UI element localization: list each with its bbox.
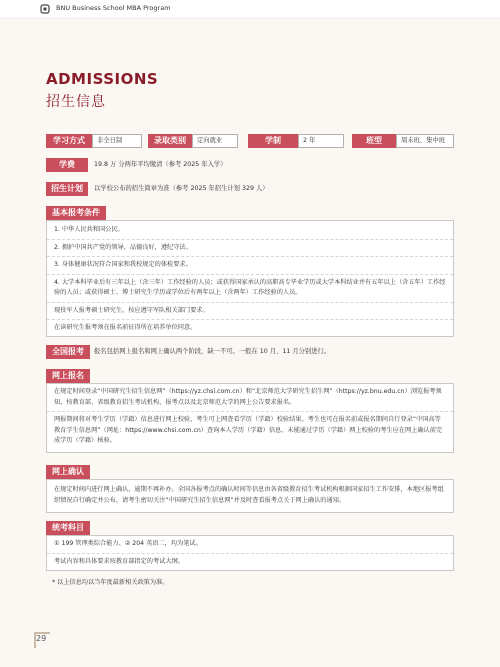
quota-label: 招生计划 — [46, 182, 88, 196]
class-type-label: 班型 — [352, 134, 396, 148]
condition-item: 3. 身体健康状况符合国家和我校规定的体检要求。 — [47, 256, 453, 274]
exam-subjects-panel — [46, 535, 454, 571]
online-confirmation-panel — [46, 479, 454, 513]
page-title-cn: 招生信息 — [46, 94, 106, 110]
condition-item: 4. 大学本科毕业后有三年以上（含三年）工作经验的人员；或获得国家承认的高职高专毕业学历或大学本科结业并有五年以上（含五年）工作经验的人员；或获得硕士、博士研究生学历或学位后有两年以上（含两年）工作经验的人员。 — [47, 274, 453, 302]
duration-label: 学制 — [248, 134, 298, 148]
condition-item: 在读研究生报考须在报名前征得所在培养单位同意。 — [47, 319, 453, 334]
header-bar — [0, 0, 500, 19]
online-registration-paragraph: 在规定时间登录“中国研究生招生信息网”（https://yz.chsi.com.cn）和“北京师范大学研究生招生网”（https://yz.bnu.edu.cn）浏览报考须知，按教育部、省级教育招生考试机构、报考点以及北京师范大学的网上公告要求报名。 — [54, 388, 442, 406]
duration-value: 2 年 — [298, 134, 344, 148]
registration-label: 全国报考 — [46, 345, 90, 359]
exam-subject-item: ① 199 管理类综合能力、② 204 英语二，均为笔试。 — [54, 540, 202, 547]
tuition-value: 19.8 万 分两年平均缴清（参考 2025 年入学） — [94, 161, 227, 168]
registration-value: 报名包括网上报名和网上确认两个阶段，缺一不可。一般在 10 月、11 月分别进行。 — [94, 348, 331, 355]
study-mode-value: 非全日制 — [92, 134, 142, 148]
basic-conditions-panel — [46, 220, 454, 337]
online-registration-panel — [46, 383, 454, 453]
class-type-value: 周末班、集中班 — [396, 134, 454, 148]
online-confirmation-text: 在规定时间内进行网上确认，逾期不再补办。全国各报考点的确认时间等信息由各省级教育招生考试机构根据国家招生工作安排，本地区报考组织情况自行确定并公布，请考生密切关注“中国研究生招生信息网”并及时查看报考点关于网上确认的通知。 — [54, 486, 444, 504]
exam-subjects-heading: 统考科目 — [46, 521, 90, 535]
online-registration-paragraph: 网报期间将对考生学历（学籍）信息进行网上校验，考生可上网查看学历（学籍）校验结果。考生也可在报名前或报名期间自行登录“中国高等教育学生信息网”（网址：https://www.chsi.com.cn）查询本人学历（学籍）信息。未能通过学历（学籍）网上校验的考生应在网上确认前完成学历（学籍）核验。 — [47, 411, 453, 447]
admission-type-label: 录取类别 — [148, 134, 192, 148]
page-number: 29 — [36, 634, 47, 643]
exam-subject-item: 考试内容和具体要求按教育部指定的考试大纲。 — [47, 553, 453, 568]
condition-item: 2. 拥护中国共产党的领导，品德良好，遵纪守法。 — [47, 239, 453, 257]
condition-item: 现役军人报考硕士研究生，按应遵守军队相关部门要求。 — [47, 302, 453, 320]
tuition-label: 学费 — [46, 158, 88, 172]
study-mode-label: 学习方式 — [46, 134, 92, 148]
basic-conditions-heading: 基本报考条件 — [46, 206, 106, 220]
bnu-logo-icon — [40, 4, 50, 14]
online-registration-heading: 网上报名 — [46, 369, 90, 383]
online-confirmation-heading: 网上确认 — [46, 465, 90, 479]
brand-name: BNU Business School MBA Program — [56, 4, 171, 12]
admission-type-value: 定向就业 — [192, 134, 238, 148]
quota-value: 以学校公布的招生简章为准（参考 2025 年招生计划 329 人） — [94, 185, 269, 192]
page-title-en: ADMISSIONS — [46, 70, 159, 88]
footnote: * 以上信息均以当年度最新相关政策为准。 — [52, 579, 169, 586]
condition-item: 1. 中华人民共和国公民。 — [54, 226, 124, 233]
